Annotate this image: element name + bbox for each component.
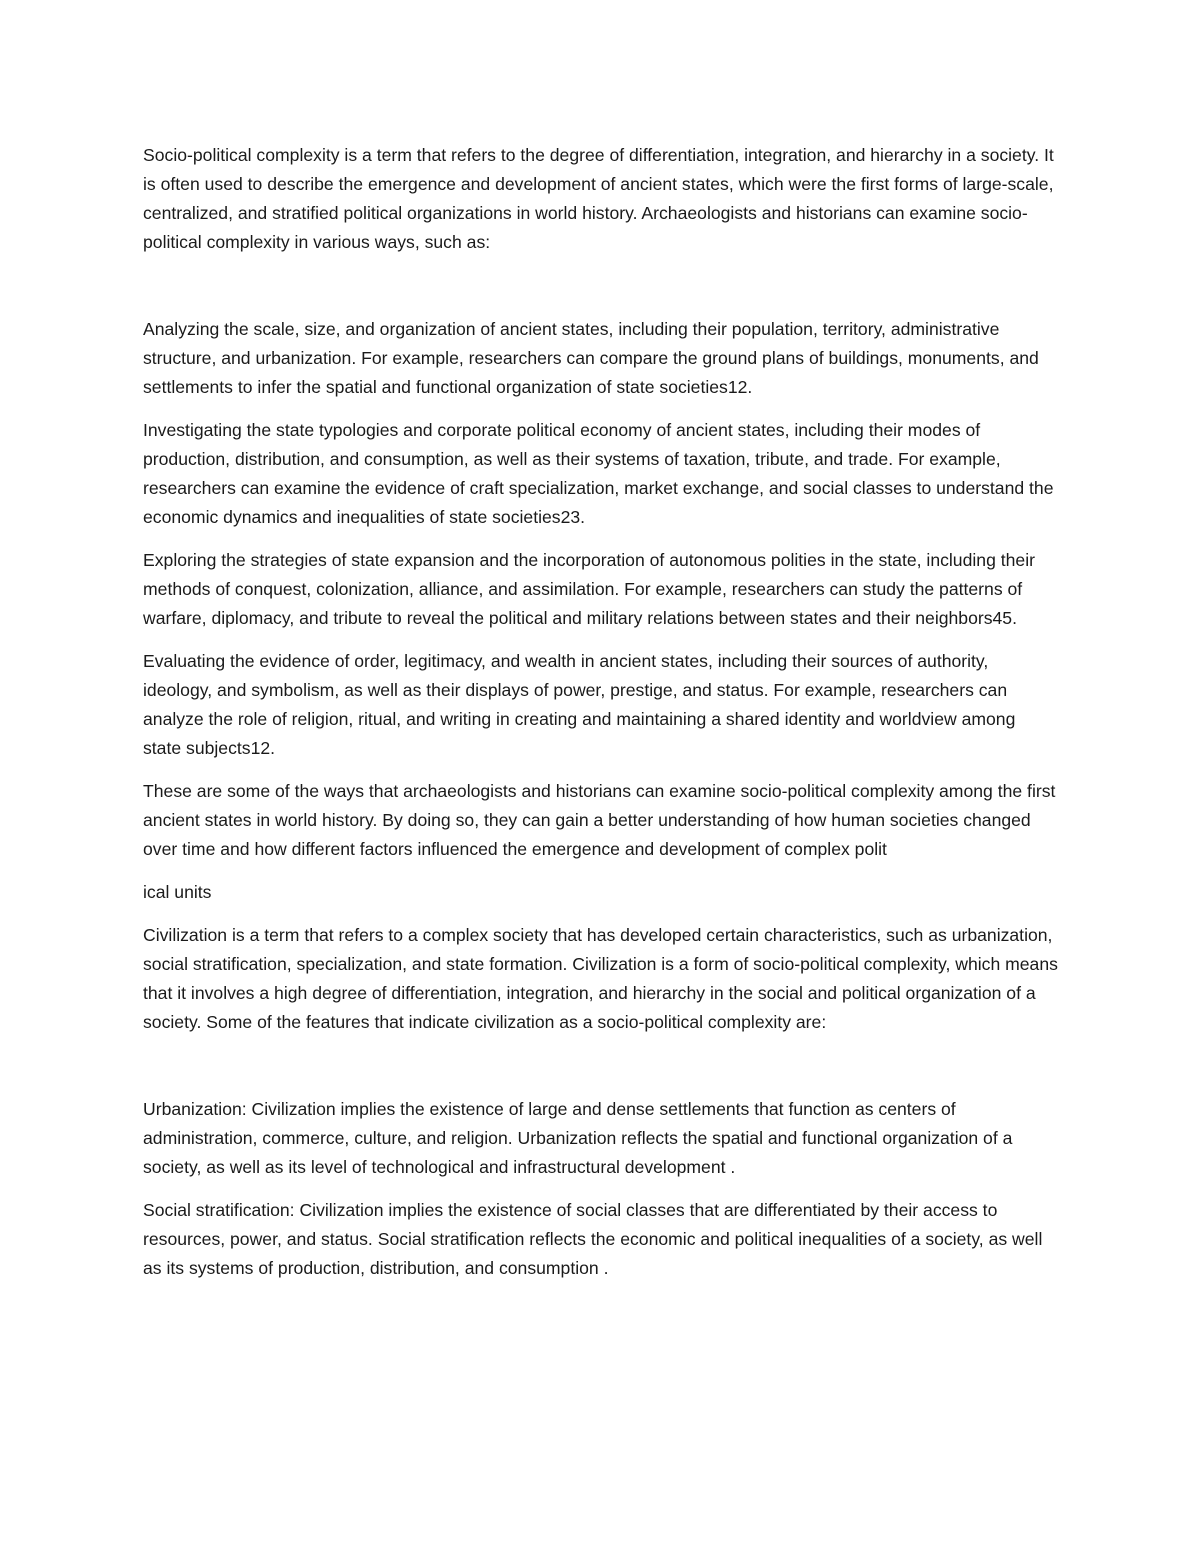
paragraph-summary: These are some of the ways that archaeologists and historians can examine socio-political complexity among the first ancient states in world history. By doing so, they can gain a better understanding of how human societies changed over time and how different factors influenced the emergence and development of complex polit [143,781,1056,859]
document-body [143,141,1058,1297]
paragraph-expansion: Exploring the strategies of state expansion and the incorporation of autonomous polities in the state, including their methods of conquest, colonization, alliance, and assimilation. For example, researchers can study the patterns of warfare, diplomacy, and tribute to reveal the political and military relations between states and their neighbors45. [143,550,1035,628]
intro-paragraph: Socio-political complexity is a term that refers to the degree of differentiation, integration, and hierarchy in a society. It is often used to describe the emergence and development of ancient states, which were the first forms of large-scale, centralized, and stratified political organizations in world history. Archaeologists and historians can examine socio-political complexity in various ways, such as: [143,145,1054,252]
paragraph-fragment: ical units [143,882,212,902]
paragraph-civilization: Civilization is a term that refers to a complex society that has developed certain characteristics, such as urbanization, social stratification, specialization, and state formation. Civilization is a form of socio-political complexity, which means that it involves a high degree of differentiation, integration, and hierarchy in the social and political organization of a society. Some of the features that indicate civilization as a socio-political complexity are: [143,925,1058,1032]
paragraph-scale: Analyzing the scale, size, and organization of ancient states, including their population, territory, administrative structure, and urbanization. For example, researchers can compare the ground plans of buildings, monuments, and settlements to infer the spatial and functional organization of state societies12. [143,319,1039,397]
paragraph-legitimacy: Evaluating the evidence of order, legitimacy, and wealth in ancient states, including their sources of authority, ideology, and symbolism, as well as their displays of power, prestige, and status. For example, researchers can analyze the role of religion, ritual, and writing in creating and maintaining a shared identity and worldview among state subjects12. [143,651,1016,758]
paragraph-typologies: Investigating the state typologies and corporate political economy of ancient states, including their modes of production, distribution, and consumption, as well as their systems of taxation, tribute, and trade. For example, researchers can examine the evidence of craft specialization, market exchange, and social classes to understand the economic dynamics and inequalities of state societies23. [143,420,1054,527]
paragraph-urbanization: Urbanization: Civilization implies the existence of large and dense settlements that function as centers of administration, commerce, culture, and religion. Urbanization reflects the spatial and functional organization of a society, as well as its level of technological and infrastructural development . [143,1099,1013,1177]
paragraph-stratification: Social stratification: Civilization implies the existence of social classes that are differentiated by their access to resources, power, and status. Social stratification reflects the economic and political inequalities of a society, as well as its systems of production, distribution, and consumption . [143,1200,1043,1278]
